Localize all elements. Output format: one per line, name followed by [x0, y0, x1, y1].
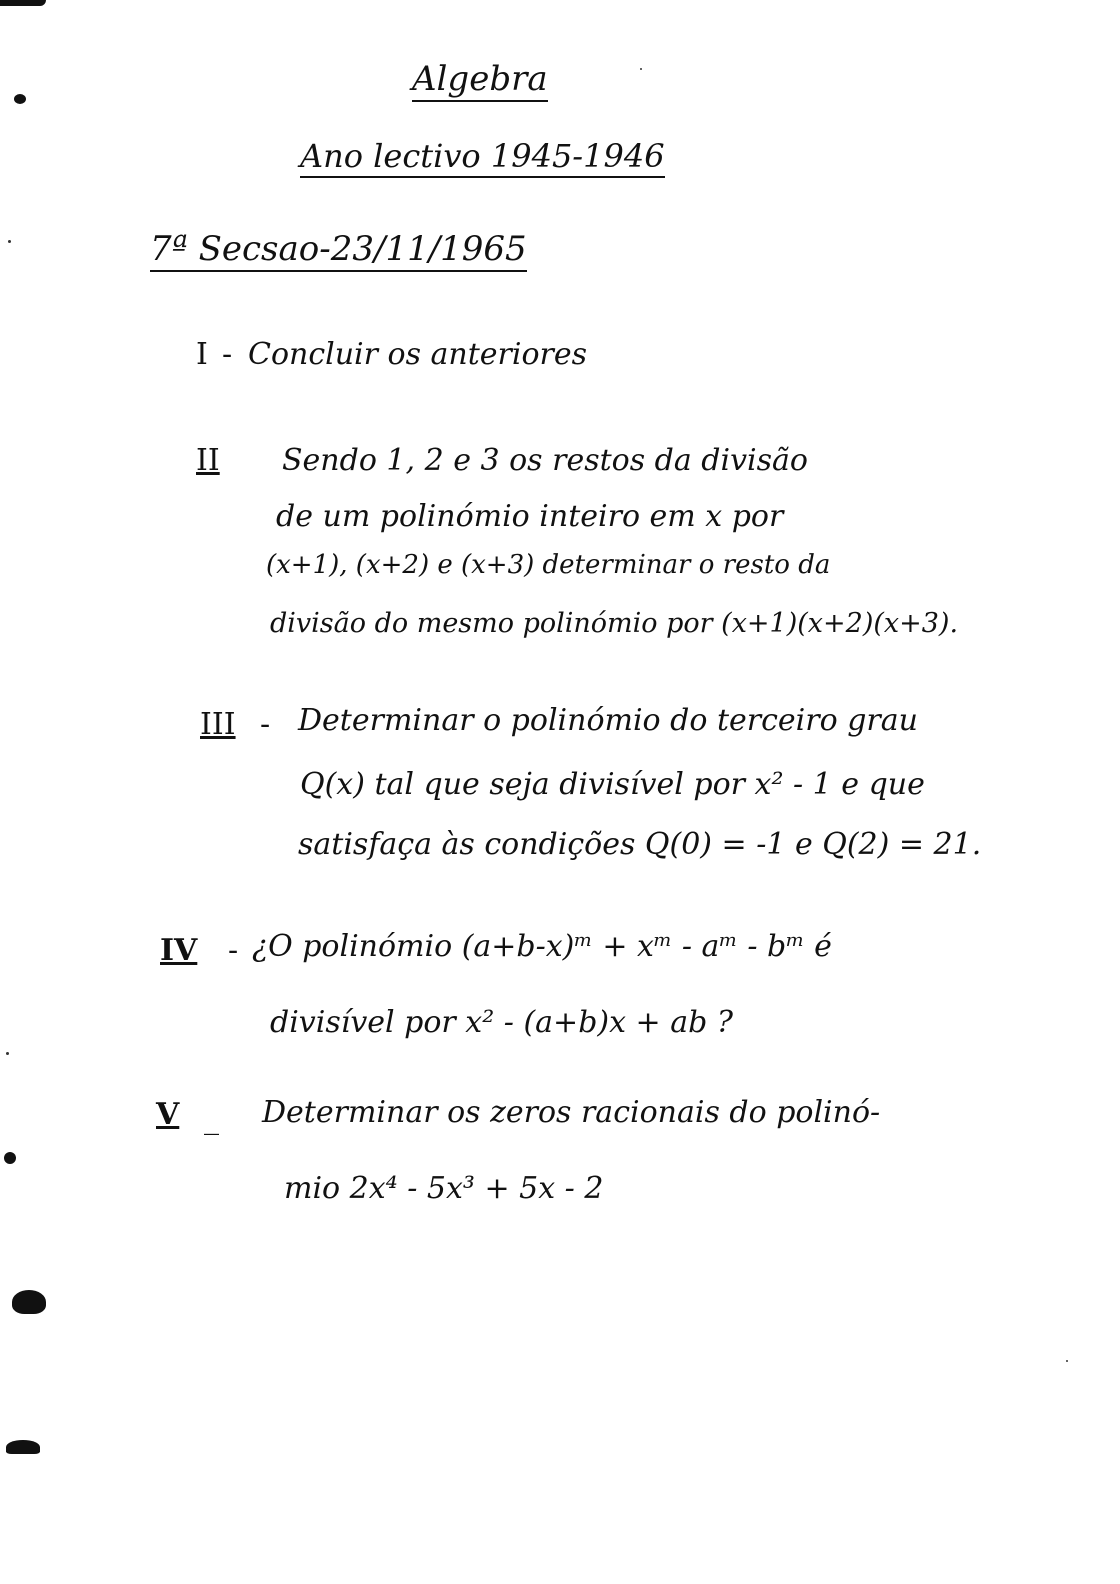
item-numeral: IV — [160, 933, 198, 968]
item-line: divisão do mesmo polinómio por (x+1)(x+2)(x+3). — [270, 608, 959, 639]
item-dash: - — [222, 337, 233, 372]
item-numeral: V — [156, 1097, 180, 1132]
item-line: satisfaça às condições Q(0) = -1 e Q(2) = 21. — [298, 827, 982, 862]
scan-edge-mark — [0, 0, 46, 6]
item-dash: _ — [204, 1101, 219, 1136]
item-line: Concluir os anteriores — [248, 337, 588, 372]
punch-hole-mark — [6, 1440, 40, 1454]
scan-speck — [1066, 1360, 1068, 1362]
session-heading: 7ª Secsao-23/11/1965 — [150, 232, 527, 272]
item-line: Sendo 1, 2 e 3 os restos da divisão — [282, 443, 808, 478]
item-numeral: III — [200, 707, 236, 742]
item-line: divisível por x² - (a+b)x + ab ? — [270, 1005, 733, 1040]
punch-hole-mark — [12, 1290, 46, 1314]
item-numeral: I — [196, 337, 208, 372]
item-line: Determinar o polinómio do terceiro grau — [298, 703, 918, 738]
item-line: ¿O polinómio (a+b-x)ᵐ + xᵐ - aᵐ - bᵐ é — [252, 929, 832, 964]
school-year: Ano lectivo 1945-1946 — [300, 140, 665, 178]
item-line: Q(x) tal que seja divisível por x² - 1 e que — [300, 767, 925, 802]
punch-hole-mark — [4, 1152, 16, 1164]
scan-speck — [640, 68, 642, 70]
scan-speck — [8, 240, 11, 243]
item-line: (x+1), (x+2) e (x+3) determinar o resto da — [266, 550, 831, 580]
item-dash: - — [228, 933, 239, 968]
scan-speck — [6, 1052, 9, 1055]
document-title: Algebra — [412, 62, 548, 102]
item-line: Determinar os zeros racionais do polinó- — [262, 1095, 881, 1130]
item-numeral: II — [196, 443, 220, 478]
punch-hole-mark — [14, 94, 26, 104]
item-dash: - — [260, 707, 271, 742]
item-line: de um polinómio inteiro em x por — [276, 499, 784, 534]
item-line: mio 2x⁴ - 5x³ + 5x - 2 — [284, 1171, 604, 1206]
